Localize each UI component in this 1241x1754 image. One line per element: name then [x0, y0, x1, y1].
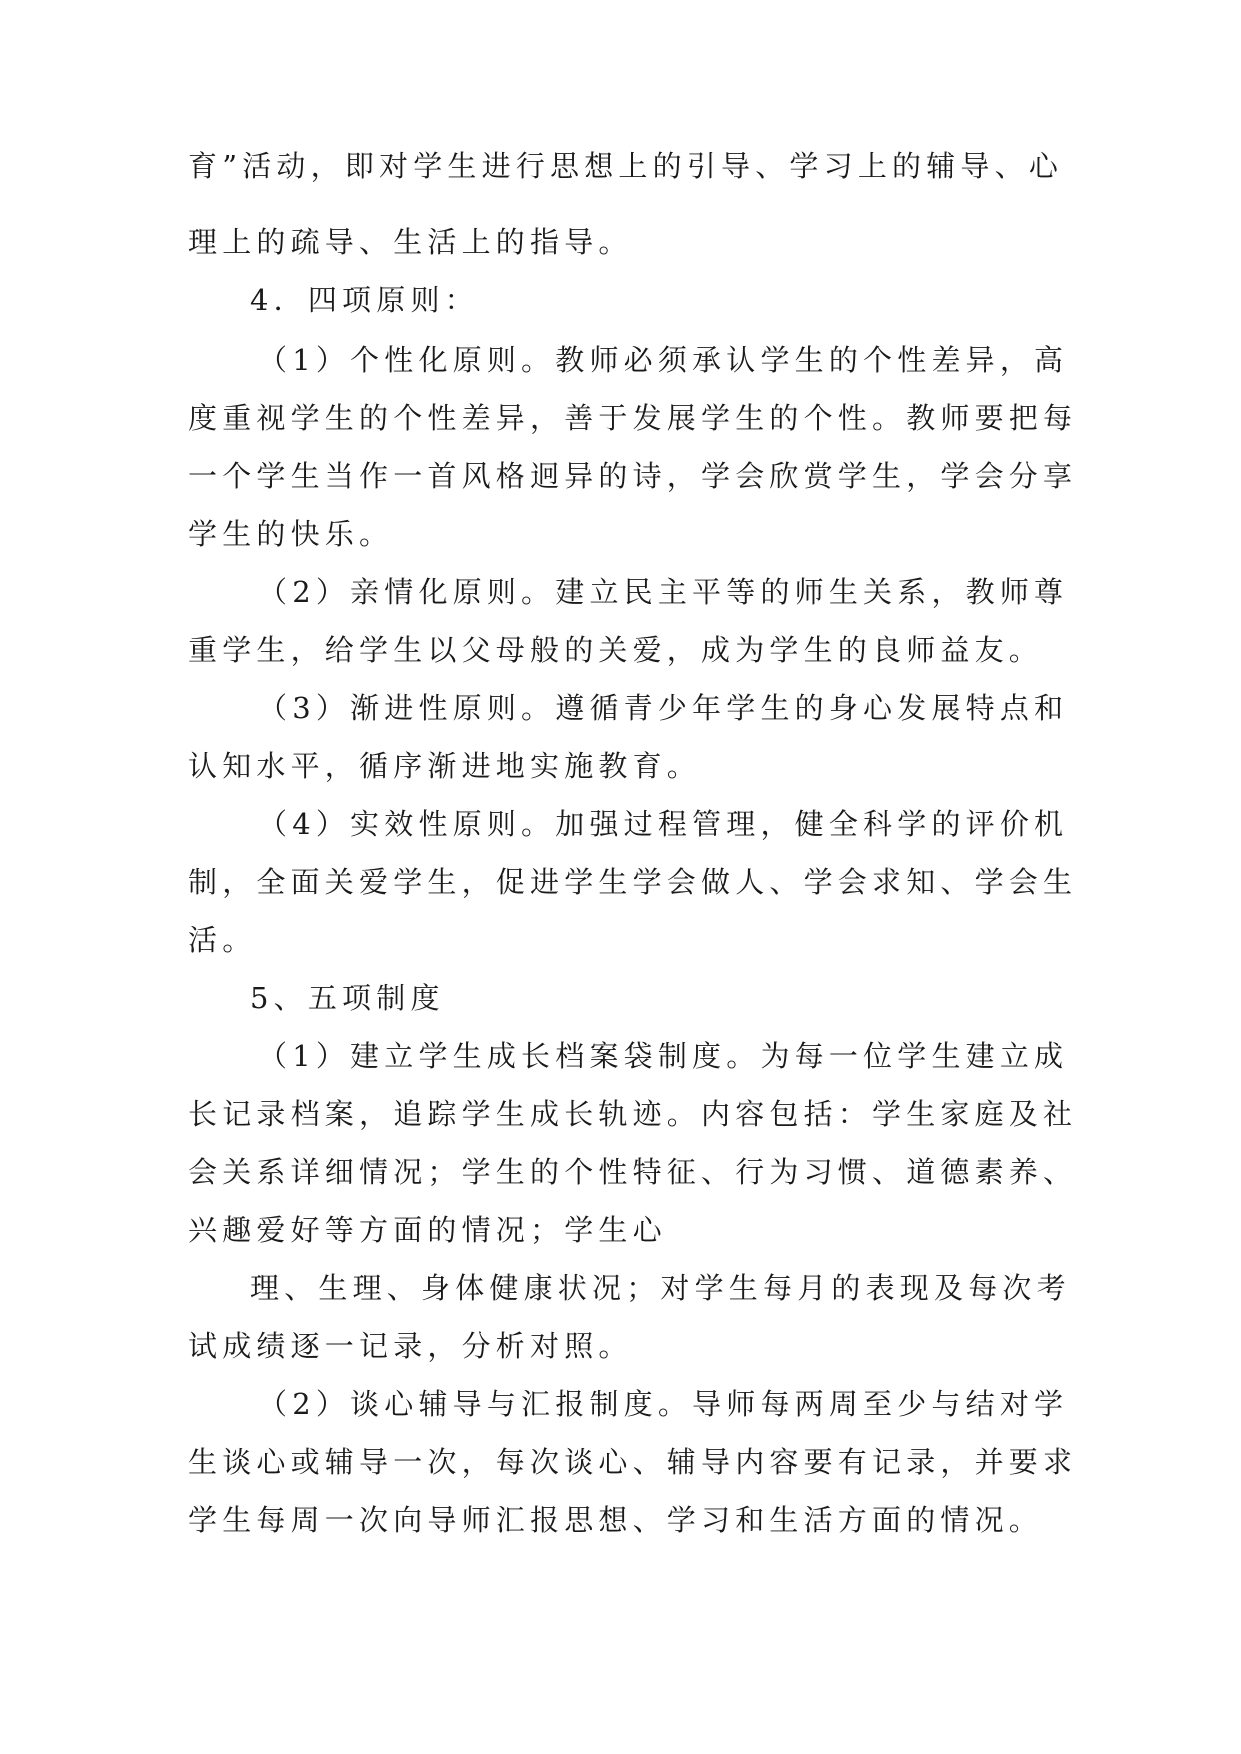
text-line: 长记录档案，追踪学生成长轨迹。内容包括：学生家庭及社 — [188, 1097, 1078, 1131]
text-line: （2）亲情化原则。建立民主平等的师生关系，教师尊 — [258, 575, 1069, 609]
text-line: 理上的疏导、生活上的指导。 — [188, 225, 633, 259]
text-line: （2）谈心辅导与汇报制度。导师每两周至少与结对学 — [258, 1387, 1069, 1421]
text-line: 育”活动，即对学生进行思想上的引导、学习上的辅导、心 — [188, 149, 1064, 183]
text-line: 重学生，给学生以父母般的关爱，成为学生的良师益友。 — [188, 633, 1044, 667]
text-line: 会关系详细情况；学生的个性特征、行为习惯、道德素养、 — [188, 1155, 1078, 1189]
text-line: 兴趣爱好等方面的情况；学生心 — [188, 1213, 667, 1247]
text-line: （3）渐进性原则。遵循青少年学生的身心发展特点和 — [258, 691, 1069, 725]
text-line: 学生的快乐。 — [188, 517, 394, 551]
section-heading: 5、五项制度 — [250, 981, 445, 1015]
text-line: 生谈心或辅导一次，每次谈心、辅导内容要有记录，并要求 — [188, 1445, 1078, 1479]
text-line: 一个学生当作一首风格迥异的诗，学会欣赏学生，学会分享 — [188, 459, 1078, 493]
text-line: 学生每周一次向导师汇报思想、学习和生活方面的情况。 — [188, 1503, 1044, 1537]
text-line: 度重视学生的个性差异，善于发展学生的个性。教师要把每 — [188, 401, 1078, 435]
text-line: （1）建立学生成长档案袋制度。为每一位学生建立成 — [258, 1039, 1069, 1073]
text-line: 制，全面关爱学生，促进学生学会做人、学会求知、学会生 — [188, 865, 1078, 899]
text-line: （4）实效性原则。加强过程管理，健全科学的评价机 — [258, 807, 1069, 841]
text-line: （1）个性化原则。教师必须承认学生的个性差异，高 — [258, 343, 1069, 377]
text-line: 活。 — [188, 923, 257, 957]
text-line: 试成绩逐一记录，分析对照。 — [188, 1329, 633, 1363]
text-line: 认知水平，循序渐进地实施教育。 — [188, 749, 702, 783]
section-heading: 4．四项原则： — [250, 283, 479, 317]
text-line: 理、生理、身体健康状况；对学生每月的表现及每次考 — [250, 1271, 1071, 1305]
